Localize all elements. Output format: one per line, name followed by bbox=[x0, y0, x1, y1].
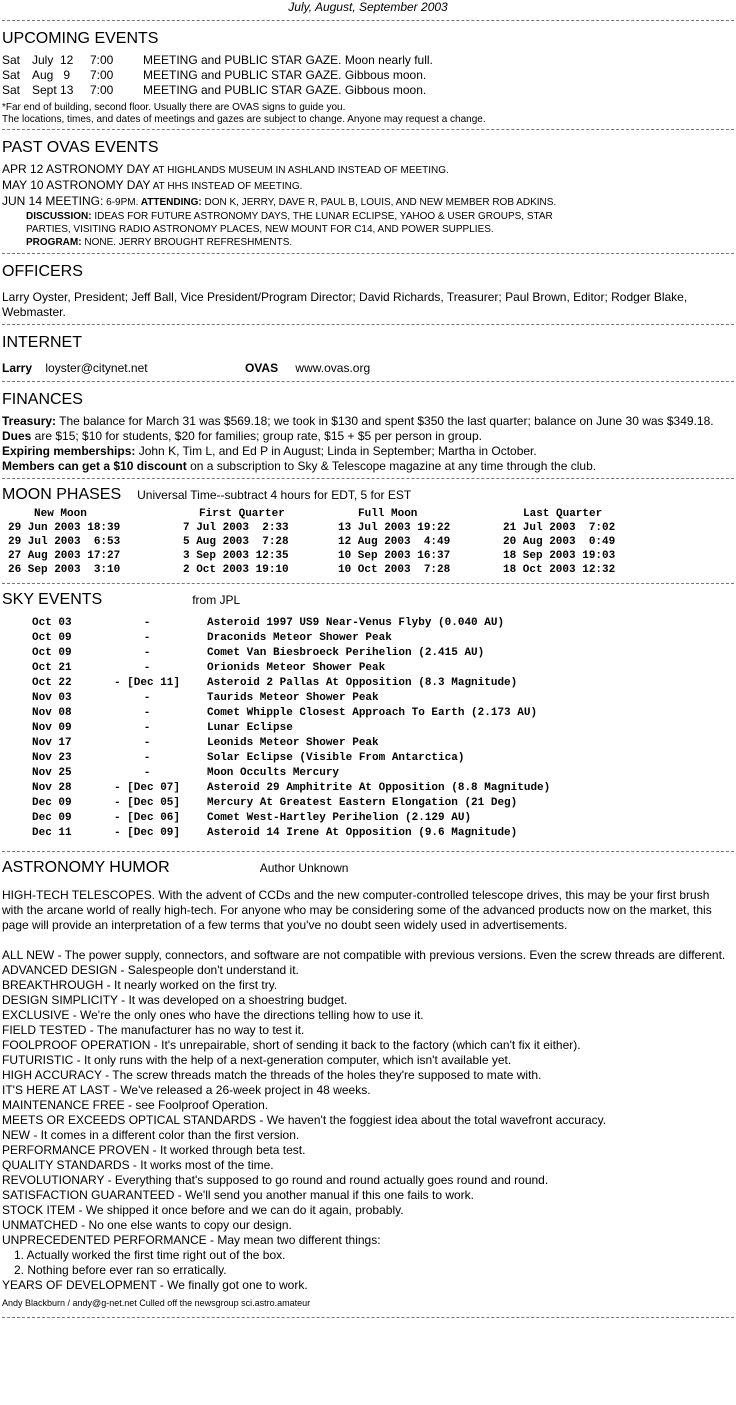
event-day: Sat bbox=[2, 53, 21, 67]
humor-item: MEETS OR EXCEEDS OPTICAL STANDARDS - We haven't the foggiest idea about the total wavefront accuracy. bbox=[2, 1113, 607, 1127]
sky-event-row bbox=[32, 616, 734, 631]
sky-event-name: Asteroid 29 Amphitrite At Opposition (8.8 Magnitude) bbox=[207, 782, 551, 794]
humor-body bbox=[2, 888, 734, 1309]
humor-item: EXCLUSIVE - We're the only ones who have the directions telling how to use it. bbox=[2, 1008, 424, 1022]
moon-cell: 13 Jul 2003 19:22 bbox=[338, 522, 451, 534]
expiring-body: John K, Tim L, and Ed P in August; Linda in September; Martha in October. bbox=[135, 444, 537, 458]
dues-label: Dues bbox=[2, 429, 32, 443]
sky-event-row bbox=[32, 751, 734, 766]
past-may-lead: MAY 10 ASTRONOMY DAY bbox=[2, 178, 151, 192]
discussion-label: DISCUSSION: bbox=[26, 211, 92, 222]
moon-cell: 18 Oct 2003 12:32 bbox=[503, 564, 616, 576]
event-desc: MEETING and PUBLIC STAR GAZE. Gibbous moon. bbox=[143, 68, 427, 82]
humor-item: HIGH ACCURACY - The screw threads match the threads of the holes they're supposed to mate with. bbox=[2, 1068, 542, 1082]
moon-subtitle: Universal Time--subtract 4 hours for EDT, 5 for EST bbox=[137, 488, 412, 502]
humor-item: SATISFACTION GUARANTEED - We'll send you another manual if this one fails to work. bbox=[2, 1188, 475, 1202]
event-time: 7:00 bbox=[90, 53, 114, 67]
event-day: Sat bbox=[2, 68, 21, 82]
officers-title: OFFICERS bbox=[2, 263, 83, 280]
sky-event-date: Dec 09 bbox=[32, 797, 72, 809]
sky-event-date: Nov 03 bbox=[32, 692, 72, 704]
moon-cell: 12 Aug 2003 4:49 bbox=[338, 536, 451, 548]
divider bbox=[2, 253, 734, 254]
moon-cell: 27 Aug 2003 17:27 bbox=[8, 550, 121, 562]
sky-events-list bbox=[32, 616, 734, 841]
upcoming-list bbox=[2, 53, 734, 98]
sky-event-name: Asteroid 14 Irene At Opposition (9.6 Magnitude) bbox=[207, 827, 518, 839]
event-time: 7:00 bbox=[90, 68, 114, 82]
past-apr bbox=[2, 162, 734, 178]
sky-event-range: - bbox=[143, 707, 151, 719]
moon-header: Full Moon bbox=[358, 508, 418, 520]
past-may bbox=[2, 178, 734, 194]
sky-event-name: Asteroid 2 Pallas At Opposition (8.3 Magnitude) bbox=[207, 677, 518, 689]
humor-item: YEARS OF DEVELOPMENT - We finally got one to work. bbox=[2, 1278, 308, 1292]
divider bbox=[2, 324, 734, 325]
sky-event-name: Moon Occults Mercury bbox=[207, 767, 340, 779]
sky-event-name: Comet Van Biesbroeck Perihelion (2.415 AU) bbox=[207, 647, 485, 659]
ovas-url[interactable]: www.ovas.org bbox=[295, 361, 371, 375]
humor-glossary bbox=[2, 948, 734, 1248]
sky-event-row bbox=[32, 646, 734, 661]
upcoming-note: The locations, times, and dates of meetings and gazes are subject to change. Anyone may request a change. bbox=[2, 114, 486, 125]
divider bbox=[2, 381, 734, 382]
moon-cell: 2 Oct 2003 19:10 bbox=[183, 564, 289, 576]
humor-item: NEW - It comes in a different color than the first version. bbox=[2, 1128, 300, 1142]
dues-text bbox=[2, 429, 734, 444]
finances-title: FINANCES bbox=[2, 391, 83, 408]
past-jun-time: 6-9PM. bbox=[103, 197, 139, 208]
sky-event-range: - bbox=[143, 632, 151, 644]
humor-intro: HIGH-TECH TELESCOPES. With the advent of CCDs and the new computer-controlled telescope drives, this may be your first brush with the arcane world of really high-tech. For anyone who may be considering some of the advanced products now on the market, this page will provide an interpretation of a few terms that you've no doubt seen widely used in advertisements. bbox=[2, 888, 712, 932]
sky-event-date: Oct 22 bbox=[32, 677, 72, 689]
sky-event-range: - bbox=[143, 722, 151, 734]
past-jun-lead: JUN 14 MEETING: bbox=[2, 194, 104, 208]
larry-label: Larry bbox=[2, 361, 33, 375]
moon-cell: 10 Oct 2003 7:28 bbox=[338, 564, 451, 576]
sky-event-row bbox=[32, 691, 734, 706]
moon-cell: 7 Jul 2003 2:33 bbox=[183, 522, 289, 534]
sky-event-date: Nov 09 bbox=[32, 722, 72, 734]
humor-item: MAINTENANCE FREE - see Foolproof Operation. bbox=[2, 1098, 269, 1112]
sky-event-name: Solar Eclipse (Visible From Antarctica) bbox=[207, 752, 465, 764]
moon-title: MOON PHASES bbox=[2, 486, 122, 503]
discussion-text: IDEAS FOR FUTURE ASTRONOMY DAYS, THE LUNAR ECLIPSE, YAHOO & USER GROUPS, STAR bbox=[91, 211, 553, 222]
sky-event-row bbox=[32, 826, 734, 841]
sky-event-range: - [Dec 09] bbox=[113, 827, 180, 839]
moon-header: New Moon bbox=[34, 508, 87, 520]
expiring-text bbox=[2, 444, 734, 459]
humor-item: DESIGN SIMPLICITY - It was developed on a shoestring budget. bbox=[2, 993, 348, 1007]
officers-text: Larry Oyster, President; Jeff Ball, Vice President/Program Director; David Richards, Treasurer; Paul Brown, Editor; Rodger Blake, Webmaster. bbox=[2, 290, 688, 319]
past-apr-lead: APR 12 ASTRONOMY DAY bbox=[2, 162, 151, 176]
moon-cell: 26 Sep 2003 3:10 bbox=[8, 564, 121, 576]
treasury-body: The balance for March 31 was $569.18; we took in $130 and spent $350 the last quarter; balance on June 30 was $349.18. bbox=[56, 414, 714, 428]
sky-event-name: Lunar Eclipse bbox=[207, 722, 293, 734]
sky-event-range: - bbox=[143, 617, 151, 629]
sky-event-range: - [Dec 06] bbox=[113, 812, 180, 824]
humor-item: BREAKTHROUGH - It nearly worked on the first try. bbox=[2, 978, 278, 992]
humor-item: IT'S HERE AT LAST - We've released a 26-week project in 48 weeks. bbox=[2, 1083, 371, 1097]
sky-event-date: Oct 03 bbox=[32, 617, 72, 629]
sky-event-name: Comet Whipple Closest Approach To Earth (2.173 AU) bbox=[207, 707, 538, 719]
past-title: PAST OVAS EVENTS bbox=[2, 139, 159, 156]
humor-credit: Andy Blackburn / andy@g-net.net Culled off the newsgroup sci.astro.amateur bbox=[2, 1298, 311, 1308]
discussion-text-2: PARTIES, VISITING RADIO ASTRONOMY PLACES, NEW MOUNT FOR C14, AND POWER SUPPLIES. bbox=[26, 224, 494, 235]
event-day: Sat bbox=[2, 83, 21, 97]
past-apr-rest: AT HIGHLANDS MUSEUM IN ASHLAND INSTEAD OF MEETING. bbox=[150, 165, 449, 176]
event-time: 7:00 bbox=[90, 83, 114, 97]
humor-item: REVOLUTIONARY - Everything that's supposed to go round and round actually goes round and round. bbox=[2, 1173, 549, 1187]
internet-title: INTERNET bbox=[2, 334, 82, 351]
sky-event-range: - bbox=[143, 767, 151, 779]
date-range: July, August, September 2003 bbox=[288, 0, 448, 14]
upcoming-event bbox=[2, 68, 734, 83]
moon-cell: 18 Sep 2003 19:03 bbox=[503, 550, 616, 562]
sky-event-row bbox=[32, 781, 734, 796]
humor-item: FOOLPROOF OPERATION - It's unrepairable, short of sending it back to the factory (which can't fix it either). bbox=[2, 1038, 581, 1052]
event-date: Aug 9 bbox=[32, 68, 71, 82]
discussion bbox=[26, 210, 734, 236]
attending-text: DON K, JERRY, DAVE R, PAUL B, LOUIS, AND NEW MEMBER ROB ADKINS. bbox=[201, 197, 557, 208]
sky-title: SKY EVENTS bbox=[2, 591, 103, 608]
humor-author: Author Unknown bbox=[259, 861, 349, 875]
sky-event-name: Leonids Meteor Shower Peak bbox=[207, 737, 379, 749]
event-date: July 12 bbox=[32, 53, 74, 67]
sky-event-row bbox=[32, 766, 734, 781]
sky-event-row bbox=[32, 631, 734, 646]
program bbox=[26, 236, 734, 249]
moon-cell: 29 Jul 2003 6:53 bbox=[8, 536, 121, 548]
sky-event-date: Oct 09 bbox=[32, 632, 72, 644]
moon-title-row bbox=[2, 485, 734, 505]
moon-cell: 21 Jul 2003 7:02 bbox=[503, 522, 616, 534]
event-desc: MEETING and PUBLIC STAR GAZE. Gibbous moon. bbox=[143, 83, 427, 97]
event-date: Sept 13 bbox=[32, 83, 74, 97]
upcoming-event bbox=[2, 53, 734, 68]
treasury-label: Treasury: bbox=[2, 414, 57, 428]
moon-cell: 5 Aug 2003 7:28 bbox=[183, 536, 289, 548]
sky-event-name: Comet West-Hartley Perihelion (2.129 AU) bbox=[207, 812, 472, 824]
sky-event-range: - [Dec 07] bbox=[113, 782, 180, 794]
internet-row bbox=[2, 361, 734, 376]
sky-event-range: - bbox=[143, 752, 151, 764]
humor-item: FUTURISTIC - It only runs with the help of a next-generation computer, which isn't available yet. bbox=[2, 1053, 512, 1067]
sky-event-date: Nov 23 bbox=[32, 752, 72, 764]
sky-event-name: Taurids Meteor Shower Peak bbox=[207, 692, 379, 704]
sky-event-date: Nov 25 bbox=[32, 767, 72, 779]
divider bbox=[2, 20, 734, 21]
sky-event-range: - bbox=[143, 662, 151, 674]
sky-event-range: - bbox=[143, 647, 151, 659]
humor-item: ALL NEW - The power supply, connectors, and software are not compatible with previous versions. Even the screw threads are different. bbox=[2, 948, 726, 962]
moon-cell: 20 Aug 2003 0:49 bbox=[503, 536, 616, 548]
humor-subitem: 1. Actually worked the first time right out of the box. bbox=[14, 1248, 286, 1262]
divider bbox=[2, 129, 734, 130]
past-jun bbox=[2, 194, 734, 210]
sky-event-date: Dec 11 bbox=[32, 827, 72, 839]
sky-event-row bbox=[32, 736, 734, 751]
moon-cell: 3 Sep 2003 12:35 bbox=[183, 550, 289, 562]
sky-event-date: Oct 09 bbox=[32, 647, 72, 659]
members-label: Members can get a $10 discount bbox=[2, 459, 187, 473]
treasury-text bbox=[2, 414, 734, 429]
sky-event-date: Nov 08 bbox=[32, 707, 72, 719]
humor-item: QUALITY STANDARDS - It works most of the time. bbox=[2, 1158, 274, 1172]
sky-event-range: - [Dec 05] bbox=[113, 797, 180, 809]
humor-item: UNPRECEDENTED PERFORMANCE - May mean two different things: bbox=[2, 1233, 381, 1247]
members-body: on a subscription to Sky & Telescope magazine at any time through the club. bbox=[186, 459, 597, 473]
sky-event-row bbox=[32, 796, 734, 811]
moon-header: First Quarter bbox=[199, 508, 285, 520]
moon-cell: 10 Sep 2003 16:37 bbox=[338, 550, 451, 562]
upcoming-note: *Far end of building, second floor. Usually there are OVAS signs to guide you. bbox=[2, 102, 346, 113]
sky-event-row bbox=[32, 661, 734, 676]
dues-body: are $15; $10 for students, $20 for families; group rate, $15 + $5 per person in group. bbox=[31, 429, 482, 443]
moon-header: Last Quarter bbox=[523, 508, 603, 520]
upcoming-event bbox=[2, 83, 734, 98]
moon-table bbox=[8, 507, 734, 577]
sky-title-row bbox=[2, 590, 734, 610]
members-text bbox=[2, 459, 734, 474]
larry-email[interactable]: loyster@citynet.net bbox=[45, 361, 148, 375]
event-desc: MEETING and PUBLIC STAR GAZE. Moon nearly full. bbox=[143, 53, 433, 67]
program-label: PROGRAM: bbox=[26, 237, 82, 248]
humor-item: STOCK ITEM - We shipped it once before and we can do it again, probably. bbox=[2, 1203, 404, 1217]
sky-event-name: Asteroid 1997 US9 Near-Venus Flyby (0.040 AU) bbox=[207, 617, 505, 629]
humor-subitem: 2. Nothing before ever ran so erratically. bbox=[14, 1263, 227, 1277]
sky-event-row bbox=[32, 811, 734, 826]
divider bbox=[2, 851, 734, 852]
humor-title-row bbox=[2, 858, 734, 878]
humor-item: ADVANCED DESIGN - Salespeople don't understand it. bbox=[2, 963, 299, 977]
sky-event-range: - [Dec 11] bbox=[113, 677, 180, 689]
divider bbox=[2, 478, 734, 479]
sky-event-name: Mercury At Greatest Eastern Elongation (21 Deg) bbox=[207, 797, 518, 809]
humor-item: PERFORMANCE PROVEN - It worked through beta test. bbox=[2, 1143, 306, 1157]
divider bbox=[2, 1317, 734, 1318]
sky-event-row bbox=[32, 721, 734, 736]
sky-event-date: Dec 09 bbox=[32, 812, 72, 824]
moon-cell: 29 Jun 2003 18:39 bbox=[8, 522, 121, 534]
sky-event-row bbox=[32, 706, 734, 721]
ovas-label: OVAS bbox=[244, 361, 279, 375]
sky-event-date: Oct 21 bbox=[32, 662, 72, 674]
divider bbox=[2, 583, 734, 584]
humor-item: UNMATCHED - No one else wants to copy our design. bbox=[2, 1218, 292, 1232]
sky-event-name: Orionids Meteor Shower Peak bbox=[207, 662, 386, 674]
sky-event-date: Nov 28 bbox=[32, 782, 72, 794]
sky-event-row bbox=[32, 676, 734, 691]
sky-event-range: - bbox=[143, 737, 151, 749]
sky-event-date: Nov 17 bbox=[32, 737, 72, 749]
sky-subtitle: from JPL bbox=[192, 593, 241, 607]
program-text: NONE. JERRY BROUGHT REFRESHMENTS. bbox=[81, 237, 293, 248]
humor-item: FIELD TESTED - The manufacturer has no way to test it. bbox=[2, 1023, 305, 1037]
sky-event-name: Draconids Meteor Shower Peak bbox=[207, 632, 392, 644]
expiring-label: Expiring memberships: bbox=[2, 444, 136, 458]
sky-event-range: - bbox=[143, 692, 151, 704]
upcoming-title: UPCOMING EVENTS bbox=[2, 30, 159, 47]
attending-label: ATTENDING: bbox=[138, 197, 202, 208]
past-may-rest: AT HHS INSTEAD OF MEETING. bbox=[150, 181, 303, 192]
humor-title: ASTRONOMY HUMOR bbox=[2, 859, 170, 876]
